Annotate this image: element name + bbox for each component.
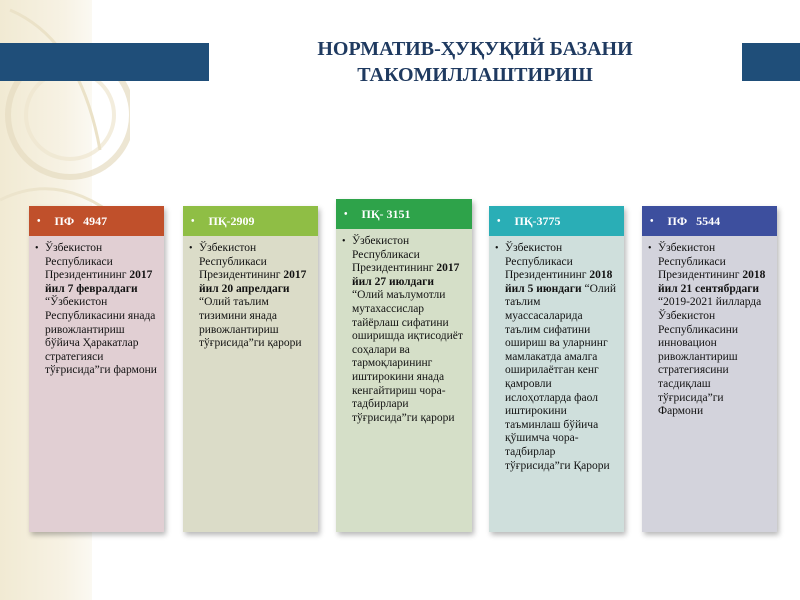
card-body xyxy=(183,236,318,532)
title-line-2: ТАКОМИЛЛАШТИРИШ xyxy=(357,64,593,86)
decree-card-pf-5544 xyxy=(642,206,777,532)
card-header-label: ПФ 5544 xyxy=(667,213,721,228)
card-header-label: ПҚ-3775 xyxy=(514,213,561,228)
card-date: 2017 йил 20 апрелдаги xyxy=(199,269,307,295)
card-header-label: ПҚ-2909 xyxy=(208,213,255,228)
header-bar-right xyxy=(742,43,800,81)
card-header xyxy=(29,206,164,236)
card-header-label: ПҚ- 3151 xyxy=(361,206,411,221)
card-date: 2017 йил 7 февралдаги xyxy=(45,269,153,295)
card-text-pre: Ўзбекистон Республикаси Президентининг xyxy=(199,242,284,282)
card-text-post: “Олий таълим тизимини янада ривожлантириш тўғрисида”ги қарори xyxy=(199,296,302,350)
card-text-pre: Ўзбекистон Республикаси Президентининг xyxy=(658,242,743,282)
card-text-pre: Ўзбекистон Республикаси Президентининг xyxy=(352,235,437,275)
card-header xyxy=(336,199,472,229)
card-date: 2018 йил 21 сентябрдаги xyxy=(658,269,766,295)
title-line-1: НОРМАТИВ-ҲУҚУҚИЙ БАЗАНИ xyxy=(317,38,633,60)
bullet-icon: • xyxy=(189,243,193,254)
card-date: 2018 йил 5 июндаги xyxy=(505,269,613,295)
card-date: 2017 йил 27 июлдаги xyxy=(352,262,460,288)
card-text-post: “2019-2021 йилларда Ўзбекистон Республикасини инновацион ривожлантириш стратегиясини тасдиқлаш тўғрисида”ги Фармони xyxy=(658,296,762,418)
card-header xyxy=(183,206,318,236)
decree-card-pq-2909 xyxy=(183,206,318,532)
bullet-icon: • xyxy=(37,215,41,227)
card-body xyxy=(336,229,472,532)
card-text-pre: Ўзбекистон Республикаси Президентининг xyxy=(45,242,130,282)
header-bar-left xyxy=(0,43,209,81)
bullet-icon: • xyxy=(191,215,195,227)
card-body xyxy=(489,236,624,532)
card-text-post: “Олий маълумотли мутахассислар тайёрлаш сифатини оширишда иқтисодиёт соҳалари ва тармоқларининг иштирокини янада кенгайтириш чора-тадбирлари тўғрисида”ги қарори xyxy=(352,289,463,424)
card-header xyxy=(489,206,624,236)
card-body xyxy=(29,236,164,532)
card-header-label: ПФ 4947 xyxy=(54,213,108,228)
decree-card-pq-3151 xyxy=(336,199,472,532)
page-title xyxy=(250,36,700,88)
bullet-icon: • xyxy=(650,215,654,227)
bullet-icon: • xyxy=(648,243,652,254)
bullet-icon: • xyxy=(497,215,501,227)
bullet-icon: • xyxy=(495,243,499,254)
decree-card-pf-4947 xyxy=(29,206,164,532)
bullet-icon: • xyxy=(344,208,348,220)
card-text-post: “Ўзбекистон Республикасини янада ривожлантириш бўйича Ҳаракатлар стратегияси тўғрисида”ги фармони xyxy=(45,296,157,377)
card-text-post: “Олий таълим муассасаларида таълим сифатини ошириш ва уларнинг мамлакатда амалга оширилаётган кенг қамровли ислоҳотларда фаол иштирокини таъминлаш бўйича қўшимча чора-тадбирлар тўғрисида”ги Қарори xyxy=(505,282,617,472)
decree-card-pq-3775 xyxy=(489,206,624,532)
card-text-pre: Ўзбекистон Республикаси Президентининг xyxy=(505,242,590,282)
card-body xyxy=(642,236,777,532)
card-header xyxy=(642,206,777,236)
bullet-icon: • xyxy=(35,243,39,254)
bullet-icon: • xyxy=(342,236,346,247)
